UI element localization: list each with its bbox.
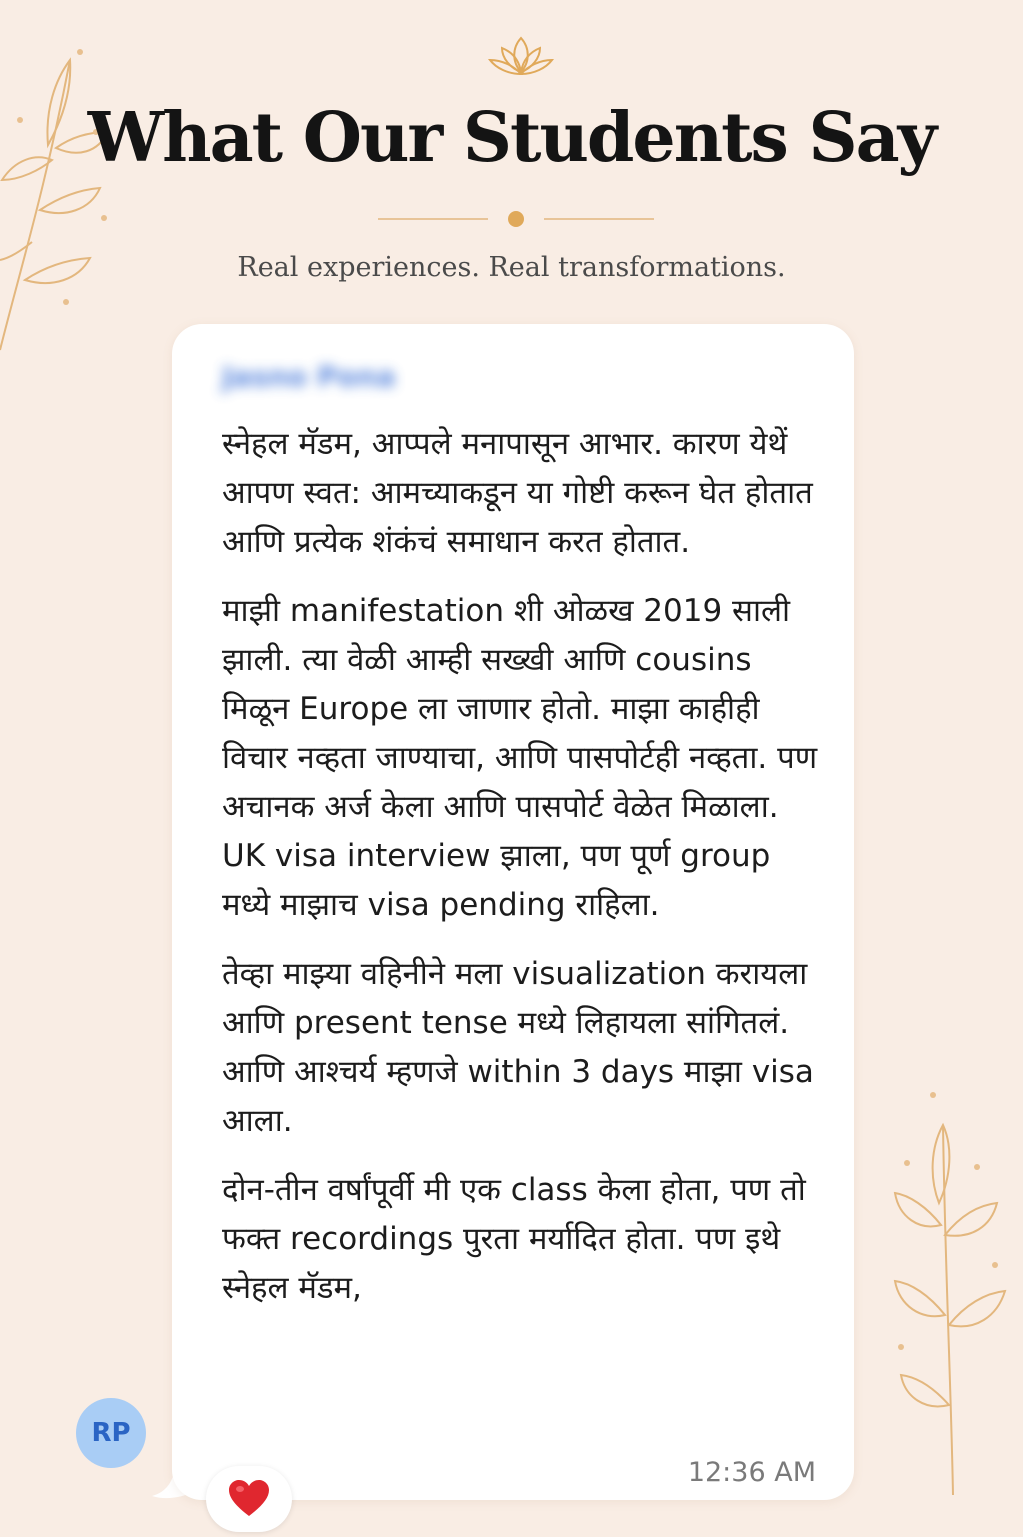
leaf-branch-icon [893,1085,1013,1505]
message-paragraph: तेव्हा माझ्या वहिनीने मला visualization करायला आणि present tense मध्ये लिहायला सांगितलं. आणि आश्चर्य म्हणजे within 3 days माझा visa आला. [222,956,814,1139]
message-bubble [172,324,854,1500]
reaction-badge[interactable] [206,1466,292,1532]
avatar[interactable]: RP [76,1398,146,1468]
page-subtitle: Real experiences. Real transformations. [237,252,786,283]
message-paragraph: स्नेहल मॅडम, आप्पले मनापासून आभार. कारण येथें आपण स्वत: आमच्याकडून या गोष्टी करून घेत होतात आणि प्रत्येक शंकंचं समाधान करत होतात. [222,426,813,560]
message-paragraph: दोन-तीन वर्षांपूर्वी मी एक class केला होता, पण तो फक्त recordings पुरता मर्यादित होता. पण इथे स्नेहल मॅडम, [222,1172,806,1306]
lotus-icon [488,34,554,80]
ornament-divider [378,208,654,230]
sender-name: Jasno Pona [222,360,396,393]
heart-icon [228,1480,270,1518]
message-text [222,420,822,1333]
message-timestamp: 12:36 AM [687,1457,816,1488]
leaf-branch-icon [0,20,130,380]
message-paragraph: माझी manifestation शी ओळख 2019 साली झाली. त्या वेळी आम्ही सख्खी आणि cousins मिळून Europe ला जाणार होतो. माझा काहीही विचार नव्हता जाण्याचा, आणि पासपोर्टही नव्हता. पण अचानक अर्ज केला आणि पासपोर्ट वेळेत मिळाला. UK visa interview झाला, पण पूर्ण group मध्ये माझाच visa pending राहिला. [222,593,818,923]
page-title: What Our Students Say [87,98,936,178]
